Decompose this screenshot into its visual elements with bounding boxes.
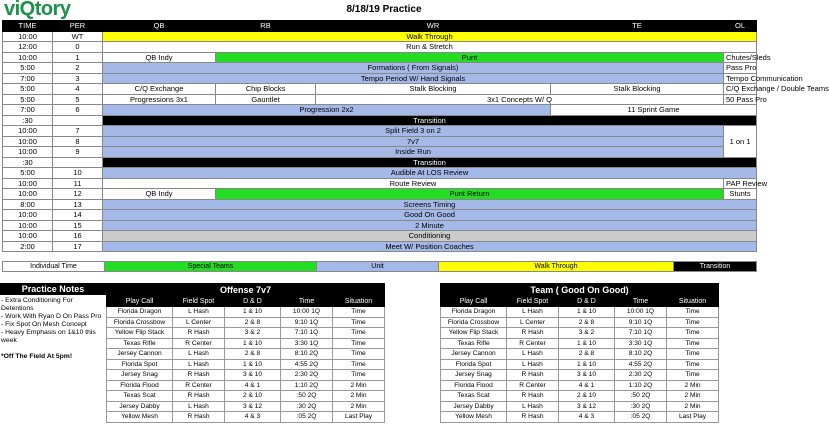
period-time: 10:00 <box>3 231 53 242</box>
offense-cell: 1:10 2Q <box>281 380 333 391</box>
period-number: 10 <box>53 168 103 179</box>
team-cell: L Hash <box>507 359 559 370</box>
team-cell: 4 & 1 <box>559 380 615 391</box>
period-time: 10:00 <box>3 136 53 147</box>
team-cell: R Hash <box>507 412 559 423</box>
offense-play-row <box>107 338 385 349</box>
team-cell: R Hash <box>507 328 559 339</box>
note-line: - Work With Ryan D On Pass Pro <box>1 313 102 320</box>
period-time: 5:00 <box>3 168 53 179</box>
offense-cell: :05 2Q <box>281 412 333 423</box>
drill-cell: Transition <box>103 115 757 126</box>
offense-cell: 1 & 10 <box>225 307 281 318</box>
drill-cell: Progression 2x2 <box>103 105 551 116</box>
drill-cell: Walk Through <box>103 31 757 42</box>
team-cell: :05 2Q <box>615 412 667 423</box>
team-play-row <box>441 359 719 370</box>
period-time: 7:00 <box>3 105 53 116</box>
offense-cell: 3 & 12 <box>225 401 281 412</box>
drill-cell: 7v7 <box>103 136 724 147</box>
period-time: 10:00 <box>3 178 53 189</box>
team-cell: Time <box>667 359 719 370</box>
offense-cell: 3:30 1Q <box>281 338 333 349</box>
team-cell: :50 2Q <box>615 391 667 402</box>
offense-cell: Time <box>333 359 385 370</box>
offense-cell: Jersey Snag <box>107 370 173 381</box>
practice-schedule-table <box>2 20 829 252</box>
drill-cell: Tempo Period W/ Hand Signals <box>103 73 724 84</box>
offense-play-row <box>107 349 385 360</box>
offense-play-row <box>107 307 385 318</box>
team-cell: 2 Min <box>667 401 719 412</box>
drill-cell: Formations ( From Signals) <box>103 63 724 74</box>
team-cell: 1 & 10 <box>559 307 615 318</box>
schedule-row <box>3 157 757 168</box>
drill-cell: Tempo Communication <box>724 73 757 84</box>
drill-cell: Gauntlet <box>216 94 316 105</box>
team-play-row <box>441 349 719 360</box>
team-cell: 2 Min <box>667 380 719 391</box>
schedule-row <box>3 189 757 200</box>
period-time: 5:00 <box>3 84 53 95</box>
period-time: 10:00 <box>3 210 53 221</box>
schedule-row <box>3 199 757 210</box>
drill-cell: Punt Return <box>216 189 724 200</box>
schedule-row <box>3 241 757 252</box>
drill-cell: Stalk Blocking <box>551 84 724 95</box>
team-cell: 2 & 10 <box>559 391 615 402</box>
offense-col-situation: Situation <box>333 297 385 307</box>
drill-cell: Audible At LOS Review <box>103 168 757 179</box>
offense-cell: Florida Spot <box>107 359 173 370</box>
offense-cell: R Hash <box>173 328 225 339</box>
team-play-row <box>441 370 719 381</box>
offense-cell: Texas Scat <box>107 391 173 402</box>
drill-cell: Stunts <box>724 189 757 200</box>
team-cell: Florida Spot <box>441 359 507 370</box>
period-number: 5 <box>53 94 103 105</box>
offense-cell: R Hash <box>173 370 225 381</box>
offense-cell: 10:00 1Q <box>281 307 333 318</box>
offense-cell: 2 Min <box>333 391 385 402</box>
offense-col-time: Time <box>281 297 333 307</box>
drill-cell: Screens Timing <box>103 199 757 210</box>
offense-cell: 4:55 2Q <box>281 359 333 370</box>
team-cell: L Center <box>507 317 559 328</box>
period-number: 0 <box>53 42 103 53</box>
team-cell: 3 & 2 <box>559 328 615 339</box>
col-header-te: TE <box>551 21 724 32</box>
schedule-row <box>3 231 757 242</box>
offense-cell: Florida Crossbow <box>107 317 173 328</box>
period-number: 15 <box>53 220 103 231</box>
practice-notes-body <box>0 295 106 363</box>
team-cell: Jersey Cannon <box>441 349 507 360</box>
team-cell: 2:30 2Q <box>615 370 667 381</box>
team-cell: 4 & 3 <box>559 412 615 423</box>
team-cell: Time <box>667 328 719 339</box>
offense-cell: L Hash <box>173 359 225 370</box>
offense-cell: R Hash <box>173 391 225 402</box>
drill-cell: 3x1 Concepts W/ Q <box>316 94 724 105</box>
period-number: 7 <box>53 126 103 137</box>
period-time: 10:00 <box>3 147 53 158</box>
period-time: 8:00 <box>3 199 53 210</box>
offense-cell: L Hash <box>173 307 225 318</box>
period-time: 10:00 <box>3 189 53 200</box>
team-cell: R Center <box>507 380 559 391</box>
offense-cell: L Center <box>173 317 225 328</box>
period-time: 5:00 <box>3 94 53 105</box>
offense-cell: 2:30 2Q <box>281 370 333 381</box>
offense-play-row <box>107 401 385 412</box>
offense-cell: :30 2Q <box>281 401 333 412</box>
drill-cell: Split Field 3 on 2 <box>103 126 724 137</box>
team-cell: L Hash <box>507 349 559 360</box>
period-time: :30 <box>3 157 53 168</box>
offense-cell: Texas Rifle <box>107 338 173 349</box>
legend-transition: Transition <box>674 262 757 272</box>
legend-unit: Unit <box>317 262 439 272</box>
offense-cell: Time <box>333 370 385 381</box>
offense-cell: Jersey Cannon <box>107 349 173 360</box>
team-play-row <box>441 307 719 318</box>
schedule-row <box>3 84 757 95</box>
offense-col-play-call: Play Call <box>107 297 173 307</box>
period-number: 4 <box>53 84 103 95</box>
offense-play-row <box>107 412 385 423</box>
team-good-on-good-table <box>440 283 719 423</box>
col-header-qb: QB <box>103 21 216 32</box>
practice-notes <box>0 283 106 363</box>
color-legend <box>2 261 757 272</box>
team-cell: Jersey Snag <box>441 370 507 381</box>
drill-cell: QB Indy <box>103 189 216 200</box>
period-time: 10:00 <box>3 126 53 137</box>
offense-cell: 2 Min <box>333 380 385 391</box>
drill-cell: Run & Stretch <box>103 42 757 53</box>
drill-cell: Punt <box>216 52 724 63</box>
col-header-rb: RB <box>216 21 316 32</box>
col-header-per: PER <box>53 21 103 32</box>
offense-play-row <box>107 391 385 402</box>
offense-cell: R Center <box>173 338 225 349</box>
offense-cell: 4 & 1 <box>225 380 281 391</box>
offense-cell: 3 & 10 <box>225 370 281 381</box>
team-cell: 10:00 1Q <box>615 307 667 318</box>
team-col-d-d: D & D <box>559 297 615 307</box>
team-cell: R Hash <box>507 370 559 381</box>
team-cell: Yellow Mesh <box>441 412 507 423</box>
drill-cell: 50 Pass Pro <box>724 94 757 105</box>
period-number: WT <box>53 31 103 42</box>
period-number: 6 <box>53 105 103 116</box>
drill-cell: C/Q Exchange <box>103 84 216 95</box>
legend-individual-time: Individual Time <box>3 262 105 272</box>
team-cell: 1 & 10 <box>559 338 615 349</box>
team-cell: 1 & 10 <box>559 359 615 370</box>
legend-special-teams: Special Teams <box>105 262 317 272</box>
offense-cell: 2 & 10 <box>225 391 281 402</box>
period-number: 17 <box>53 241 103 252</box>
offense-cell: Jersey Dabby <box>107 401 173 412</box>
period-time: 7:00 <box>3 73 53 84</box>
period-number: 3 <box>53 73 103 84</box>
offense-cell: Time <box>333 317 385 328</box>
offense-col-field-spot: Field Spot <box>173 297 225 307</box>
schedule-row <box>3 73 757 84</box>
legend-walk-through: Walk Through <box>439 262 674 272</box>
team-cell: Time <box>667 338 719 349</box>
offense-play-row <box>107 317 385 328</box>
period-number: 2 <box>53 63 103 74</box>
drill-cell: Pass Pro <box>724 63 757 74</box>
team-cell: R Hash <box>507 391 559 402</box>
period-time: 10:00 <box>3 31 53 42</box>
team-col-time: Time <box>615 297 667 307</box>
offense-cell: R Hash <box>173 412 225 423</box>
schedule-row <box>3 115 757 126</box>
note-line: - Fix Spot On Mesh Concept <box>1 321 87 328</box>
team-col-situation: Situation <box>667 297 719 307</box>
drill-cell: Meet W/ Position Coaches <box>103 241 757 252</box>
practice-notes-title: Practice Notes <box>0 283 106 295</box>
period-time: 2:00 <box>3 241 53 252</box>
period-number: 13 <box>53 199 103 210</box>
logo: viQtory <box>4 0 71 20</box>
offense-cell: 7:10 1Q <box>281 328 333 339</box>
offense-cell: Time <box>333 338 385 349</box>
schedule-row <box>3 210 757 221</box>
offense-cell: Florida Dragon <box>107 307 173 318</box>
period-time: 5:00 <box>3 63 53 74</box>
team-cell: 9:10 1Q <box>615 317 667 328</box>
team-cell: Texas Rifle <box>441 338 507 349</box>
team-cell: R Center <box>507 338 559 349</box>
drill-cell: Chutes/Sleds <box>724 52 757 63</box>
page-title: 8/18/19 Practice <box>346 4 422 15</box>
offense-7v7-table <box>106 283 385 423</box>
period-time: 10:00 <box>3 52 53 63</box>
team-cell: Time <box>667 349 719 360</box>
schedule-row <box>3 147 757 158</box>
period-time: 10:00 <box>3 220 53 231</box>
note-line: - Extra Conditioning For Detentions <box>1 297 73 312</box>
drill-cell: Inside Run <box>103 147 724 158</box>
drill-cell: C/Q Exchange / Double Teams <box>724 84 757 95</box>
team-cell: Jersey Dabby <box>441 401 507 412</box>
team-cell: 2 & 8 <box>559 317 615 328</box>
period-number: 16 <box>53 231 103 242</box>
team-cell: Texas Scat <box>441 391 507 402</box>
offense-cell: Time <box>333 307 385 318</box>
offense-cell: 3 & 2 <box>225 328 281 339</box>
team-cell: 2 & 8 <box>559 349 615 360</box>
team-play-row <box>441 391 719 402</box>
team-cell: Last Play <box>667 412 719 423</box>
offense-cell: Florida Flood <box>107 380 173 391</box>
note-emphasis: *Off The Field At 5pm! <box>1 353 73 360</box>
team-cell: 1:10 2Q <box>615 380 667 391</box>
drill-cell: Stalk Blocking <box>316 84 551 95</box>
schedule-row <box>3 94 757 105</box>
team-cell: 2 Min <box>667 391 719 402</box>
drill-cell: Good On Good <box>103 210 757 221</box>
offense-play-row <box>107 380 385 391</box>
period-time: :30 <box>3 115 53 126</box>
schedule-row <box>3 42 757 53</box>
period-time: 12:00 <box>3 42 53 53</box>
team-table-title: Team ( Good On Good) <box>441 284 719 297</box>
header <box>0 0 768 20</box>
offense-cell: 2 & 8 <box>225 349 281 360</box>
team-cell: 3:30 1Q <box>615 338 667 349</box>
team-cell: Time <box>667 317 719 328</box>
offense-cell: Last Play <box>333 412 385 423</box>
team-cell: Florida Crossbow <box>441 317 507 328</box>
offense-cell: L Hash <box>173 349 225 360</box>
offense-cell: Time <box>333 328 385 339</box>
offense-cell: Yellow Mesh <box>107 412 173 423</box>
period-number: 8 <box>53 136 103 147</box>
offense-play-row <box>107 359 385 370</box>
team-cell: Time <box>667 370 719 381</box>
team-cell: L Hash <box>507 307 559 318</box>
col-header-wr: WR <box>316 21 551 32</box>
offense-play-row <box>107 370 385 381</box>
drill-cell: Conditioning <box>103 231 757 242</box>
offense-play-row <box>107 328 385 339</box>
team-play-row <box>441 317 719 328</box>
drill-cell: 1 on 1 <box>724 126 757 158</box>
drill-cell: 2 Minute <box>103 220 757 231</box>
team-cell: Yellow Flip Stack <box>441 328 507 339</box>
offense-cell: 9:10 1Q <box>281 317 333 328</box>
drill-cell: Progressions 3x1 <box>103 94 216 105</box>
offense-cell: 2 & 8 <box>225 317 281 328</box>
offense-cell: 8:10 2Q <box>281 349 333 360</box>
offense-col-d-d: D & D <box>225 297 281 307</box>
team-cell: Florida Dragon <box>441 307 507 318</box>
team-play-row <box>441 412 719 423</box>
col-header-ol: OL <box>724 21 757 32</box>
team-play-row <box>441 401 719 412</box>
drill-cell: Transition <box>103 157 757 168</box>
team-cell: L Hash <box>507 401 559 412</box>
period-number <box>53 115 103 126</box>
schedule-row <box>3 136 757 147</box>
offense-cell: :50 2Q <box>281 391 333 402</box>
drill-cell: QB Indy <box>103 52 216 63</box>
team-cell: 3 & 12 <box>559 401 615 412</box>
period-number: 12 <box>53 189 103 200</box>
schedule-row <box>3 105 757 116</box>
period-number: 9 <box>53 147 103 158</box>
offense-cell: 1 & 10 <box>225 359 281 370</box>
period-number: 14 <box>53 210 103 221</box>
offense-cell: Yellow Flip Stack <box>107 328 173 339</box>
team-cell: 7:10 1Q <box>615 328 667 339</box>
offense-cell: 1 & 10 <box>225 338 281 349</box>
team-cell: 3 & 10 <box>559 370 615 381</box>
schedule-row <box>3 52 757 63</box>
team-cell: Florida Flood <box>441 380 507 391</box>
team-play-row <box>441 380 719 391</box>
offense-cell: L Hash <box>173 401 225 412</box>
team-col-field-spot: Field Spot <box>507 297 559 307</box>
period-number: 11 <box>53 178 103 189</box>
schedule-row <box>3 178 757 189</box>
offense-cell: 4 & 3 <box>225 412 281 423</box>
team-cell: :30 2Q <box>615 401 667 412</box>
drill-cell: Chip Blocks <box>216 84 316 95</box>
schedule-row <box>3 126 757 137</box>
drill-cell: 11 Sprint Game <box>551 105 757 116</box>
offense-cell: R Center <box>173 380 225 391</box>
schedule-row <box>3 31 757 42</box>
schedule-row <box>3 63 757 74</box>
note-line: - Heavy Emphasis on 1&10 this week <box>1 329 96 344</box>
team-cell: 4:55 2Q <box>615 359 667 370</box>
drill-cell: Route Review <box>103 178 724 189</box>
schedule-row <box>3 220 757 231</box>
offense-table-title: Offense 7v7 <box>107 284 385 297</box>
period-number: 1 <box>53 52 103 63</box>
team-cell: 8:10 2Q <box>615 349 667 360</box>
period-number <box>53 157 103 168</box>
team-play-row <box>441 328 719 339</box>
schedule-row <box>3 168 757 179</box>
team-cell: Time <box>667 307 719 318</box>
team-col-play-call: Play Call <box>441 297 507 307</box>
drill-cell: PAP Review <box>724 178 757 189</box>
col-header-time: TIME <box>3 21 53 32</box>
offense-cell: 2 Min <box>333 401 385 412</box>
team-play-row <box>441 338 719 349</box>
offense-cell: Time <box>333 349 385 360</box>
